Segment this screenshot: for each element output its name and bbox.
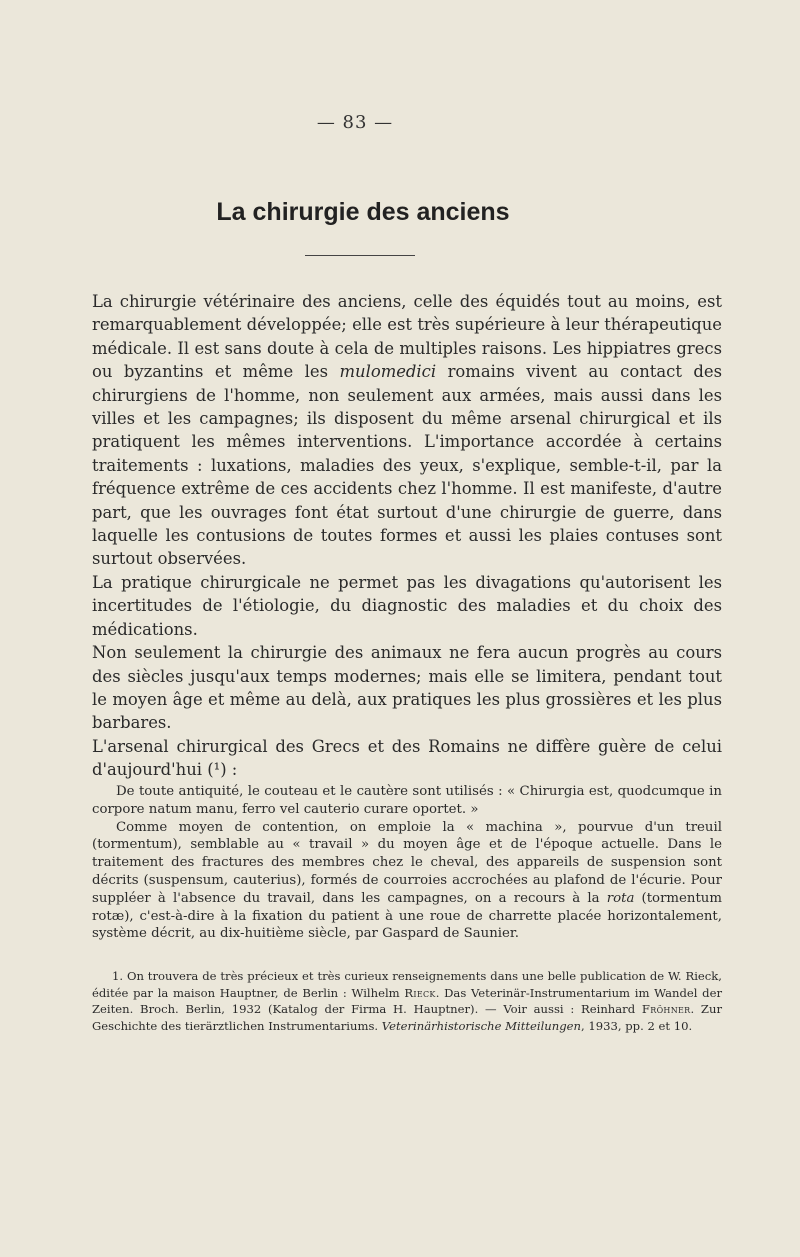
paragraph-1	[92, 290, 722, 571]
small-paragraph-2-text-b: (tormentum rotæ), c'est-à-dire à la fixation du patient à une roue de charrette placée horizontalement, système décrit, au dix-huitième siècle, par Gaspard de Saunier.	[92, 890, 722, 942]
footnote-journal-title: Veterinärhistorische Mitteilungen	[381, 1018, 581, 1033]
footnotes	[92, 968, 722, 1034]
footnote-text-a: 1. On trouvera de très précieux et très curieux renseignements dans une belle publication de W. Rieck, éditée par la maison Hauptner, de Berlin : Wilhelm	[92, 969, 722, 1000]
footnote-text-c: . Zur Geschichte des tierärztlichen Instrumentariums.	[92, 1002, 722, 1033]
footnote-text-b: . Das Veterinär-Instrumentarium im Wandel der Zeiten. Broch. Berlin, 1932 (Katalog der Firma H. Hauptner). — Voir aussi : Reinhard	[92, 985, 722, 1017]
paragraph-1-text-b: romains vivent au contact des chirurgiens de l'homme, non seulement aux armées, mais aussi dans les villes et les campagnes; ils disposent du même arsenal chirurgical et ils pratiquent les mêmes interventions. L'importance accordée à certains traitements : luxations, maladies des yeux, s'explique, semble-t-il, par la fréquence extrême de ces accidents chez l'homme. Il est manifeste, d'autre part, que les ouvrages font état surtout d'une chirurgie de guerre, dans laquelle les contusions de toutes formes et aussi les plaies contuses sont surtout observées.	[92, 362, 722, 569]
small-paragraph-1: De toute antiquité, le couteau et le cautère sont utilisés : « Chirurgia est, quodcumque in corpore natum manu, ferro vel cauterio curare oportet. »	[92, 784, 722, 817]
small-paragraph-2	[92, 819, 722, 944]
paragraph-3: Non seulement la chirurgie des animaux ne fera aucun progrès au cours des siècles jusqu'aux temps modernes; mais elle se limitera, pendant tout le moyen âge et même au delà, aux pratiques les plus grossières et les plus barbares.	[92, 643, 722, 733]
paragraph-2: La pratique chirurgicale ne permet pas les divagations qu'autorisent les incertitudes de l'étiologie, du diagnostic des maladies et du choix des médications.	[92, 572, 722, 639]
paragraph-4: L'arsenal chirurgical des Grecs et des Romains ne diffère guère de celui d'aujourd'hui (¹) :	[92, 736, 722, 780]
page-number: — 83 —	[316, 112, 394, 133]
footnote-1	[92, 968, 722, 1034]
small-paragraph-2-italic: rota	[606, 890, 635, 906]
footnote-author-rieck: Rieck	[404, 985, 436, 1000]
footnote-author-frohner: Fröhner	[641, 1002, 691, 1017]
small-paragraph-2-text-a: Comme moyen de contention, on emploie la « machina », pourvue d'un treuil (tormentum), semblable au « travail » du moyen âge et de l'époque actuelle. Dans le traitement des fractures des membres chez le cheval, des appareils de suspension sont décrits (suspensum, cauterius), formés de courroies accrochées au plafond de l'écurie. Pour suppléer à l'absence du travail, dans les campagnes, on a recours à la	[92, 819, 722, 906]
title-divider	[305, 255, 415, 256]
paragraph-1-text-a: La chirurgie vétérinaire des anciens, celle des équidés tout au moins, est remarquablement développée; elle est très supérieure à leur thérapeutique médicale. Il est sans doute à cela de multiples raisons. Les hippiatres grecs ou byzantins et même les	[92, 292, 722, 382]
chapter-title: La chirurgie des anciens	[216, 198, 510, 226]
body-text	[92, 290, 722, 782]
paragraph-1-italic: mulomedici	[339, 362, 437, 382]
footnote-text-d: , 1933, pp. 2 et 10.	[581, 1018, 693, 1033]
small-print-section	[92, 783, 722, 943]
